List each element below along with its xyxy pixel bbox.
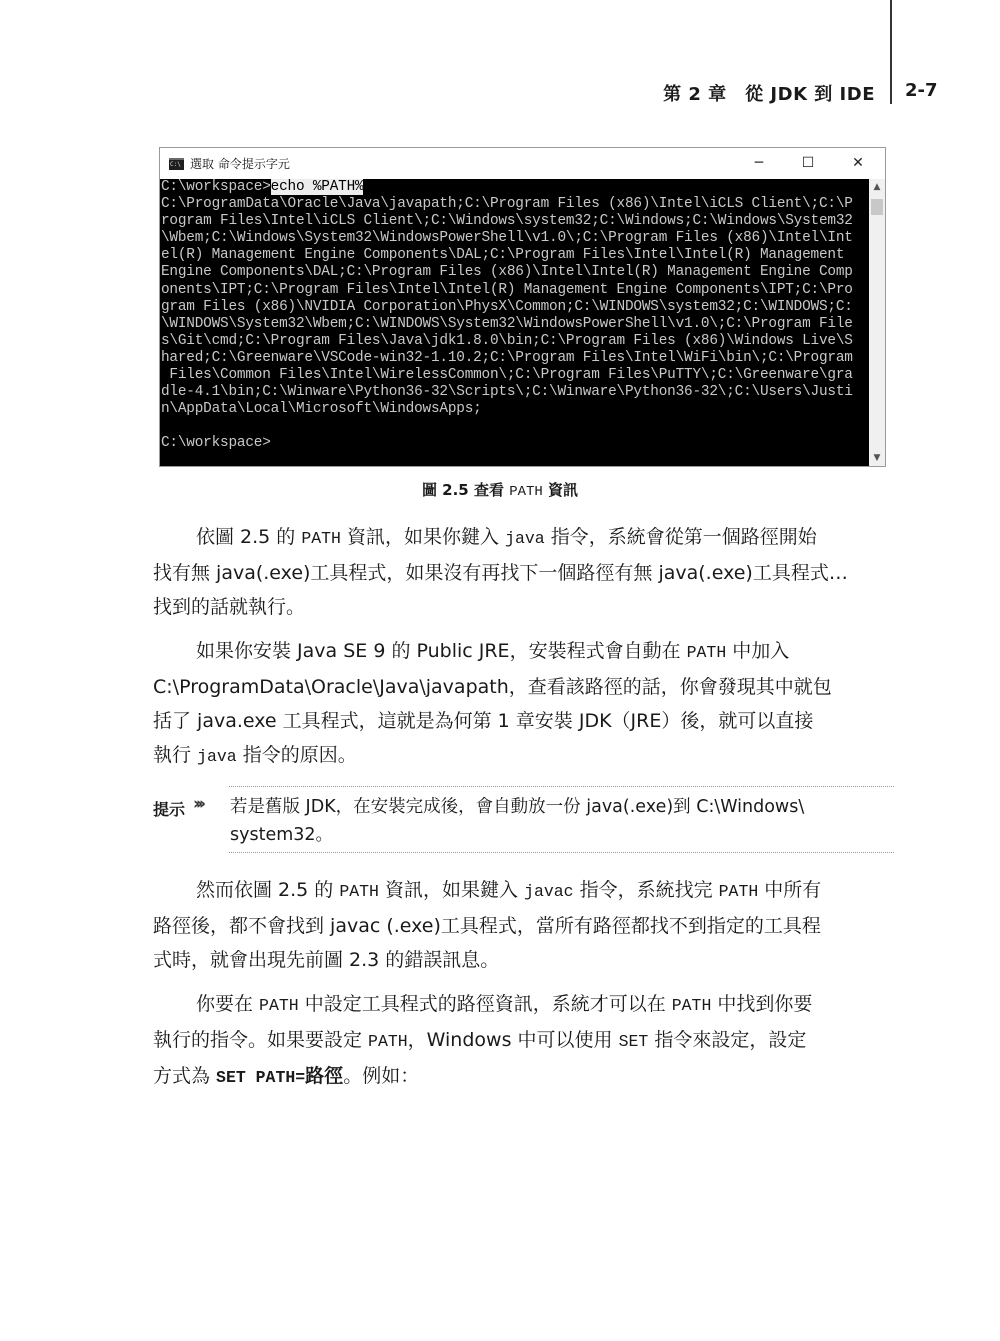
tip-bottom-rule	[229, 852, 894, 853]
console-output-line: rogram Files\Intel\iCLS Client\;C:\Windows\system32;C:\Windows;C:\Windows\System32	[161, 213, 853, 230]
console-prompt: C:\workspace>	[161, 179, 271, 195]
console-output-line: el(R) Management Engine Components\DAL;C:\Program Files\Intel\Intel(R) Management	[161, 247, 845, 264]
console-output-line: n\AppData\Local\Microsoft\WindowsApps;	[161, 401, 482, 418]
console-scrollbar[interactable]	[869, 179, 885, 466]
paragraph-2-line-4: 執行 java 指令的原因。	[153, 744, 357, 766]
console-output-line: C:\ProgramData\Oracle\Java\javapath;C:\Program Files (x86)\Intel\iCLS Client\;C:\P	[161, 196, 853, 213]
paragraph-3-line-2: 路徑後，都不會找到 javac (.exe)工具程式，當所有路徑都找不到指定的工具程	[153, 915, 821, 937]
close-icon[interactable]: ✕	[852, 155, 864, 171]
paragraph-1-line-2: 找有無 java(.exe)工具程式，如果沒有再找下一個路徑有無 java(.exe)工具程式…	[153, 562, 848, 584]
paragraph-3-line-3: 式時，就會出現先前圖 2.3 的錯誤訊息。	[153, 949, 500, 971]
paragraph-2	[153, 634, 893, 774]
tip-line-2: system32。	[230, 825, 334, 845]
tip-top-rule	[229, 786, 894, 787]
paragraph-2-line-2: C:\ProgramData\Oracle\Java\javapath，查看該路徑的話，你會發現其中就包	[153, 676, 832, 698]
console-command-line	[160, 179, 869, 196]
console-title: 選取 命令提示字元	[190, 157, 290, 171]
console-app-icon: C:\	[169, 158, 184, 170]
console-output-line: dle-4.1\bin;C:\Winware\Python36-32\Scripts\;C:\Winware\Python36-32\;C:\Users\Justi	[161, 384, 853, 401]
console-final-prompt: C:\workspace>	[161, 435, 271, 452]
header-rule	[890, 0, 892, 104]
caption-prefix: 圖 2.5 查看	[421, 481, 504, 499]
console-output-line: onents\IPT;C:\Program Files\Intel\Intel(R) Management Engine Components\IPT;C:\Pro	[161, 281, 853, 298]
paragraph-4-line-2: 執行的指令。如果要設定 PATH，Windows 中可以使用 SET 指令來設定，設定	[153, 1029, 807, 1051]
figure-caption	[0, 479, 1000, 500]
paragraph-1	[153, 520, 893, 624]
tip-line-1: 若是舊版 JDK，在安裝完成後，會自動放一份 java(.exe)到 C:\Windows\	[230, 797, 805, 817]
scroll-up-icon[interactable]: ▲	[873, 182, 881, 192]
console-output-line: gram Files (x86)\NVIDIA Corporation\PhysX\Common;C:\WINDOWS\system32;C:\WINDOWS;C:	[161, 298, 853, 315]
caption-suffix: 資訊	[548, 481, 579, 499]
console-output-line: Files\Common Files\Intel\WirelessCommon\;C:\Program Files\PuTTY\;C:\Greenware\gra	[161, 367, 853, 384]
console-output-line: \Wbem;C:\Windows\System32\WindowsPowerShell\v1.0\;C:\Program Files (x86)\Intel\Int	[161, 230, 853, 247]
console-output-line: \WINDOWS\System32\Wbem;C:\WINDOWS\System32\WindowsPowerShell\v1.0\;C:\Program File	[161, 315, 853, 332]
maximize-icon[interactable]: ☐	[801, 155, 815, 171]
paragraph-1-line-1: 依圖 2.5 的 PATH 資訊，如果你鍵入 java 指令，系統會從第一個路徑開始	[196, 526, 817, 548]
paragraph-2-line-3: 括了 java.exe 工具程式，這就是為何第 1 章安裝 JDK（JRE）後，就可以直接	[153, 710, 814, 732]
paragraph-1-line-3: 找到的話就執行。	[153, 596, 306, 618]
paragraph-4-line-3: 方式為 SET PATH=路徑。例如：	[153, 1065, 420, 1087]
console-output-line: s\Git\cmd;C:\Program Files\Java\jdk1.8.0\bin;C:\Program Files (x86)\Windows Live\S	[161, 332, 853, 349]
paragraph-3-line-1: 然而依圖 2.5 的 PATH 資訊，如果鍵入 javac 指令，系統找完 PATH 中所有	[196, 879, 822, 901]
console-titlebar	[160, 148, 885, 179]
tip-arrows-icon: ›››	[193, 794, 203, 814]
console-output-line: Engine Components\DAL;C:\Program Files (x86)\Intel\Intel(R) Management Engine Comp	[161, 264, 853, 281]
paragraph-2-line-1: 如果你安裝 Java SE 9 的 Public JRE，安裝程式會自動在 PATH 中加入	[196, 640, 790, 662]
console-command-selected: echo %PATH%	[270, 179, 364, 195]
paragraph-4-line-1: 你要在 PATH 中設定工具程式的路徑資訊，系統才可以在 PATH 中找到你要	[196, 993, 813, 1015]
console-output-line: hared;C:\Greenware\VSCode-win32-1.10.2;C:\Program Files\Intel\WiFi\bin\;C:\Program	[161, 349, 853, 366]
chapter-title: 第 2 章 從 JDK 到 IDE	[663, 84, 875, 105]
page-number: 2-7	[905, 80, 938, 101]
paragraph-4	[153, 987, 893, 1095]
paragraph-3	[153, 873, 893, 977]
tip-text	[230, 793, 893, 849]
console-blank-line	[160, 418, 869, 435]
console-window	[159, 147, 886, 467]
caption-code: PATH	[509, 484, 543, 500]
console-output[interactable]	[160, 179, 869, 466]
scroll-down-icon[interactable]: ▼	[873, 453, 881, 463]
tip-label: 提示	[153, 800, 186, 819]
minimize-icon[interactable]: ─	[754, 155, 764, 171]
scroll-thumb[interactable]	[871, 199, 883, 215]
